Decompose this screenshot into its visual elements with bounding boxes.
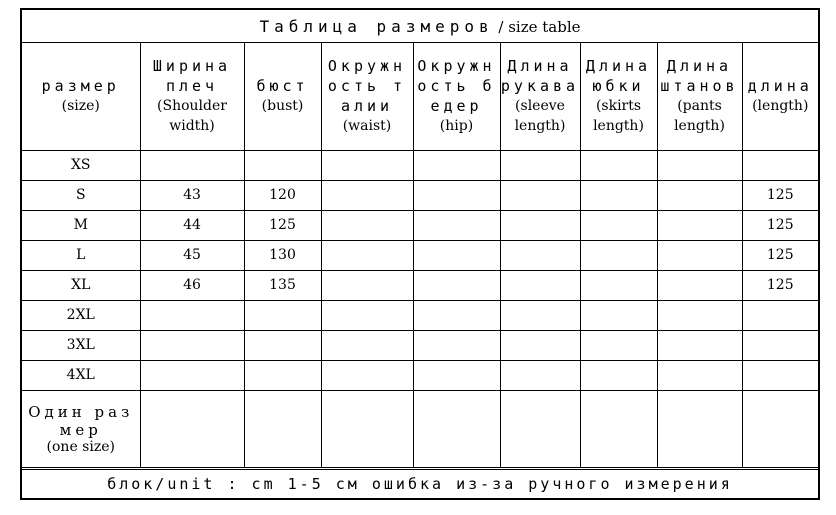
header-size: размер (size) [22,42,140,150]
table-cell [140,150,244,180]
table-cell [500,270,580,300]
table-cell [500,360,580,390]
table-cell [657,360,742,390]
title-separator: / [493,18,509,36]
table-cell [140,330,244,360]
table-cell: 135 [244,270,321,300]
table-cell [321,360,413,390]
table-cell: 125 [742,180,818,210]
table-row [22,180,818,210]
table-cell [742,360,818,390]
table-cell [580,210,657,240]
one-size-row [22,390,818,467]
size-label: 3XL [22,330,140,360]
one-size-label: Один размер (one size) [22,390,140,467]
table-title [22,10,818,43]
table-cell: 130 [244,240,321,270]
table-cell [657,390,742,467]
size-table [22,42,818,468]
table-cell: 125 [742,270,818,300]
table-cell [657,210,742,240]
table-cell [500,180,580,210]
table-cell [244,360,321,390]
table-cell [244,390,321,467]
table-cell: 46 [140,270,244,300]
table-row [22,300,818,330]
size-label: S [22,180,140,210]
header-sleeve: Длина рукава (sleeve length) [500,42,580,150]
table-cell [657,150,742,180]
size-label: XS [22,150,140,180]
table-cell [321,180,413,210]
table-cell [413,240,500,270]
table-row [22,210,818,240]
header-length: длина (length) [742,42,818,150]
table-row [22,150,818,180]
table-cell [742,390,818,467]
table-cell [244,150,321,180]
table-row [22,360,818,390]
table-cell [500,390,580,467]
table-cell: 44 [140,210,244,240]
table-cell [321,270,413,300]
table-cell [580,390,657,467]
header-hip: Окружность бедер (hip) [413,42,500,150]
table-cell [244,330,321,360]
table-cell [413,150,500,180]
table-cell [580,360,657,390]
size-label: 2XL [22,300,140,330]
table-cell [657,300,742,330]
table-cell: 45 [140,240,244,270]
table-cell [413,210,500,240]
table-cell [140,390,244,467]
table-cell [500,150,580,180]
table-row [22,240,818,270]
table-cell [580,270,657,300]
table-cell: 120 [244,180,321,210]
table-cell [742,150,818,180]
header-bust: бюст (bust) [244,42,321,150]
table-cell [742,330,818,360]
table-cell: 43 [140,180,244,210]
table-cell [140,300,244,330]
table-cell [580,180,657,210]
table-cell [742,300,818,330]
table-cell [580,150,657,180]
table-cell [500,300,580,330]
title-ru: Таблица размеров [259,17,494,36]
table-cell [321,300,413,330]
table-row [22,330,818,360]
table-cell [657,180,742,210]
footer-note: блок/unit : cm 1-5 см ошибка из-за ручного измерения [22,469,818,498]
table-cell [500,330,580,360]
table-cell [321,330,413,360]
size-label: XL [22,270,140,300]
header-waist: Окружность талии (waist) [321,42,413,150]
size-table-frame [20,8,820,500]
table-cell [413,180,500,210]
size-label: 4XL [22,360,140,390]
table-cell [413,270,500,300]
table-cell [580,330,657,360]
table-row [22,270,818,300]
header-skirt: Длина юбки (skirts length) [580,42,657,150]
table-cell [657,330,742,360]
table-cell: 125 [742,210,818,240]
table-cell [413,390,500,467]
table-cell [321,210,413,240]
header-row [22,42,818,150]
table-cell [500,210,580,240]
table-cell [580,300,657,330]
table-cell [321,150,413,180]
table-cell [321,240,413,270]
table-cell [244,300,321,330]
table-cell [500,240,580,270]
header-pants: Длина штанов (pants length) [657,42,742,150]
table-cell [413,300,500,330]
table-cell [657,240,742,270]
size-label: L [22,240,140,270]
table-cell [580,240,657,270]
table-cell [321,390,413,467]
table-cell [413,330,500,360]
table-cell [140,360,244,390]
table-cell: 125 [244,210,321,240]
title-en: size table [508,18,581,36]
table-cell [413,360,500,390]
table-cell [657,270,742,300]
table-cell: 125 [742,240,818,270]
header-shoulder: Ширина плеч (Shoulder width) [140,42,244,150]
size-label: M [22,210,140,240]
